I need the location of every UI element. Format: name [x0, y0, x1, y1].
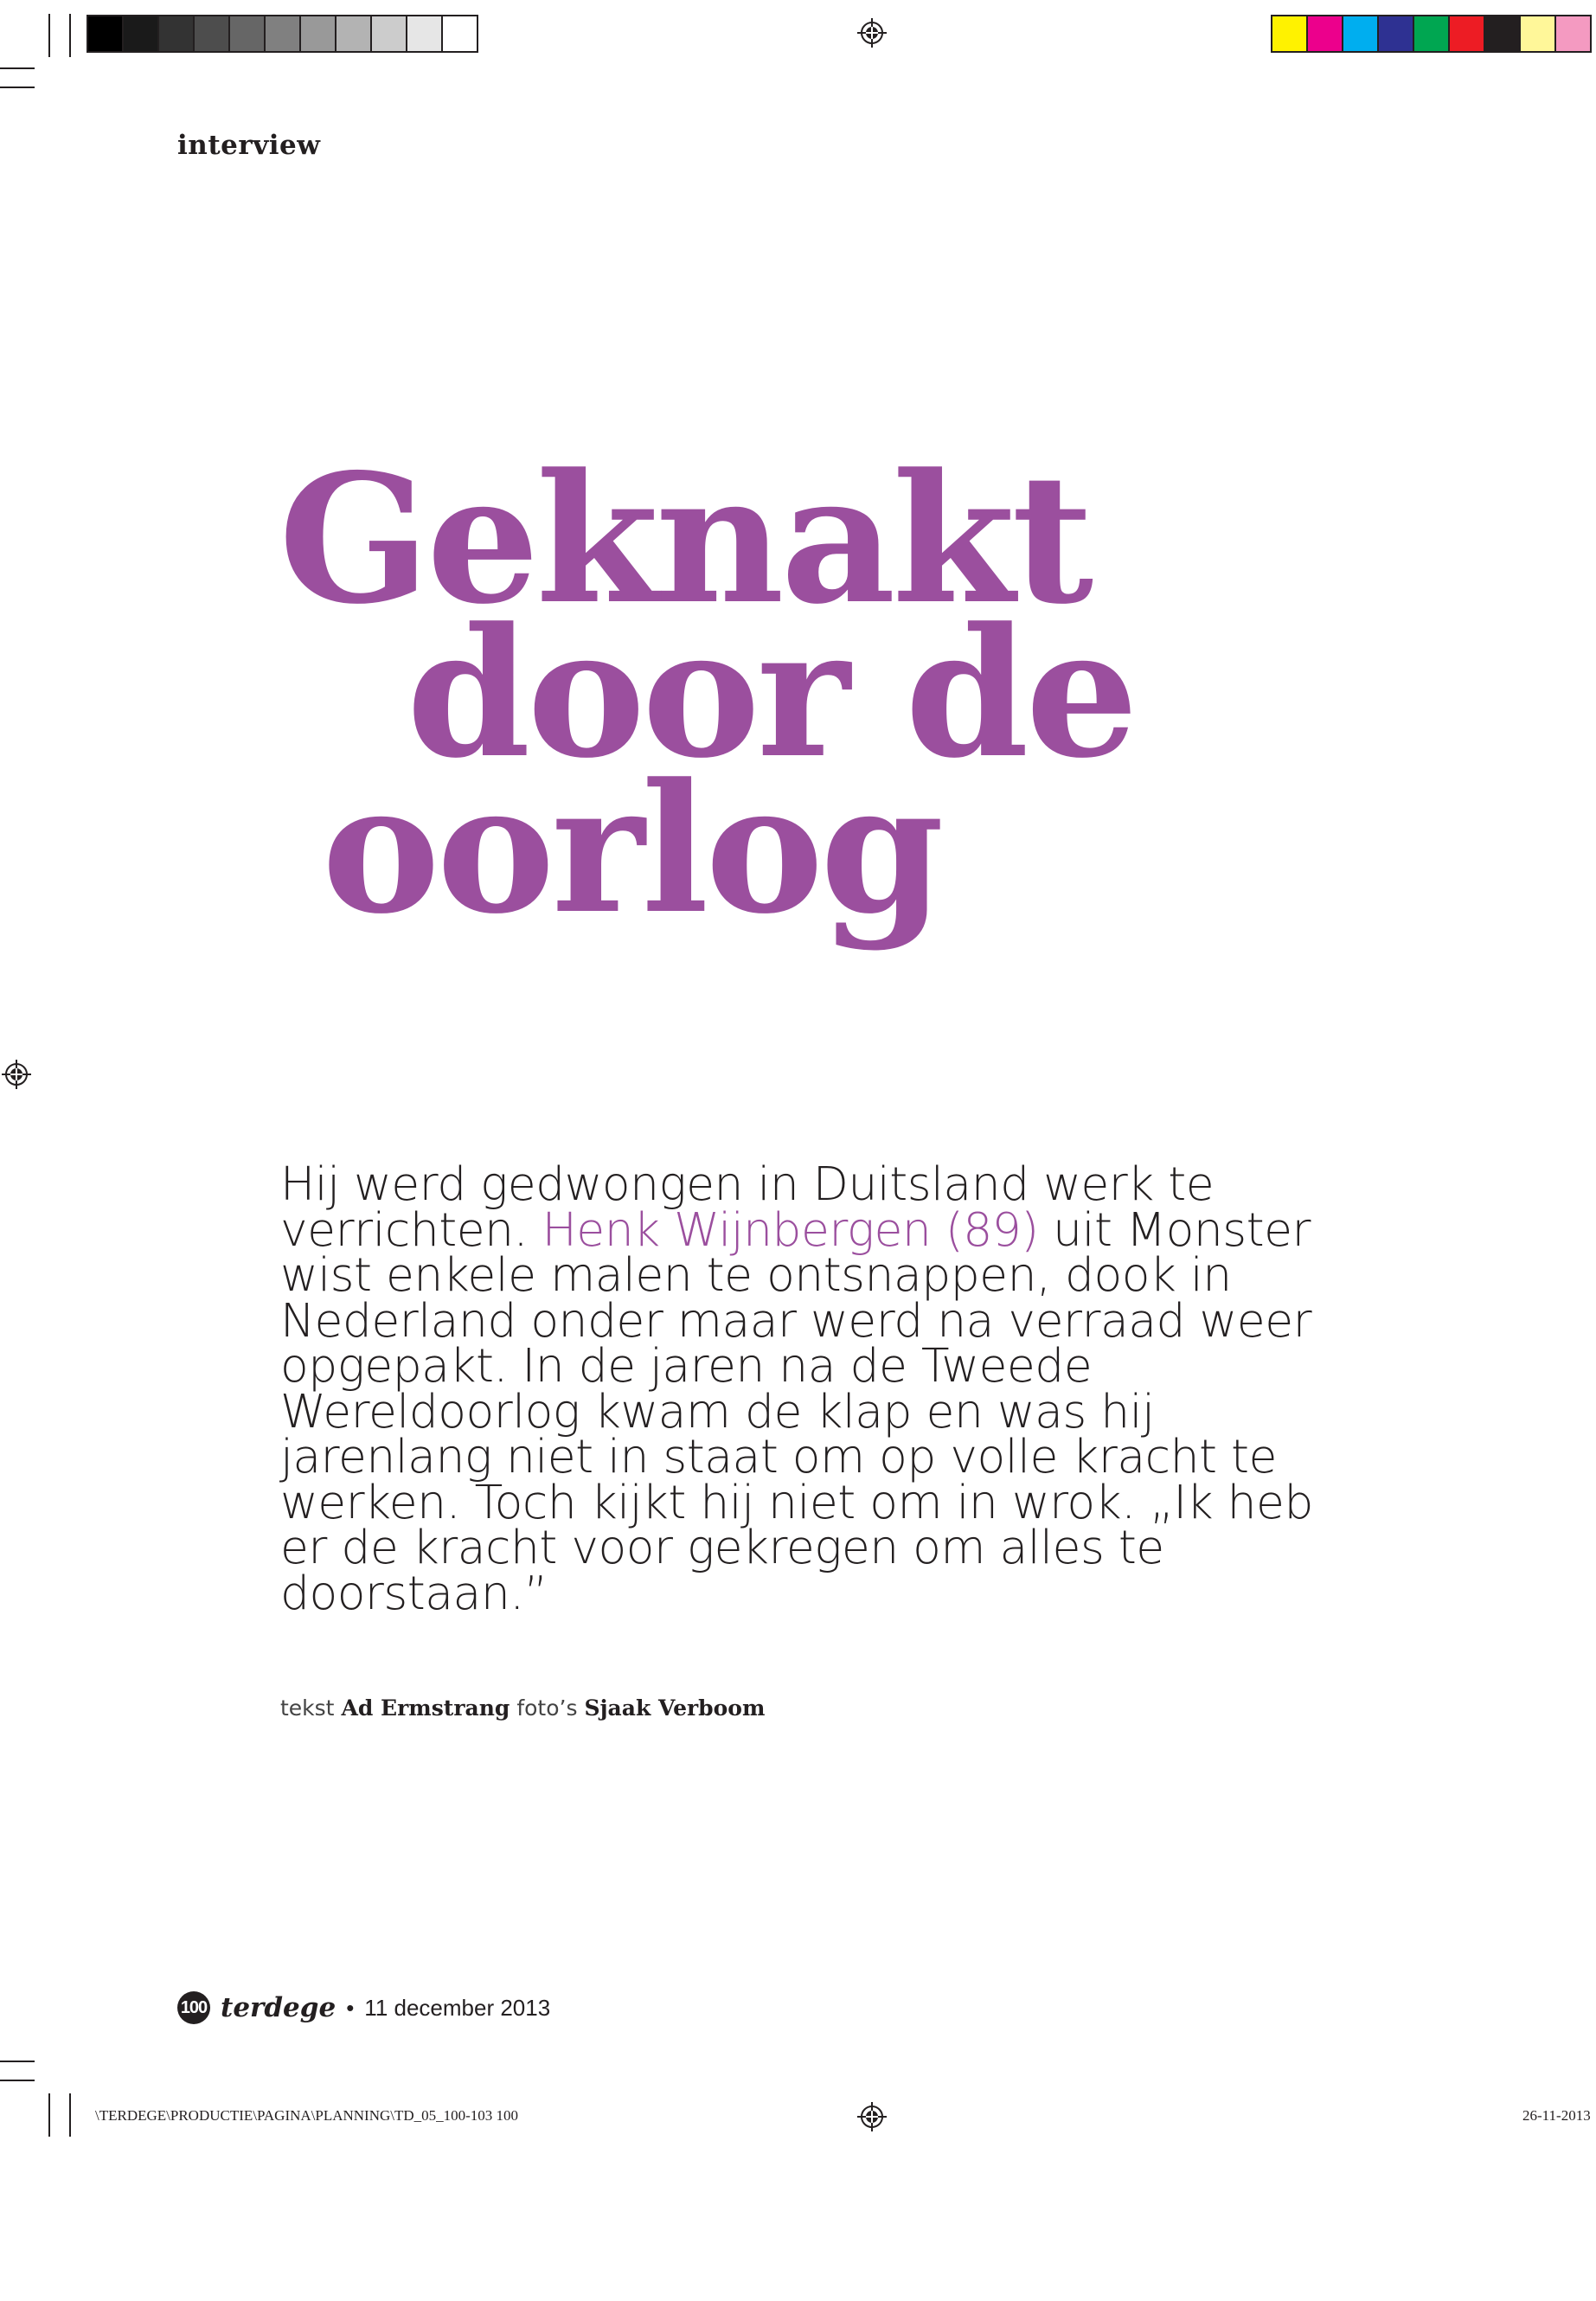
color-swatch: [1556, 16, 1590, 51]
gray-swatch: [230, 16, 266, 51]
registration-mark-icon: [857, 18, 887, 48]
print-slug-path: \TERDEGE\PRODUCTIE\PAGINA\PLANNING\TD_05_100-103 100: [95, 2107, 519, 2124]
byline-photographer: Sjaak Verboom: [584, 1695, 766, 1721]
headline-line-1: Geknakt: [279, 436, 1091, 644]
color-swatch: [1521, 16, 1556, 51]
registration-mark-icon: [2, 1060, 31, 1089]
intro-text: Hij werd gedwongen in Duitsland werk te verrichten.: [280, 1157, 1215, 1257]
magazine-logo: terdege: [221, 1992, 337, 2023]
section-label: interview: [177, 130, 321, 161]
page-number: 100: [177, 1991, 210, 2024]
crop-mark: [0, 2080, 35, 2081]
color-swatch: [1414, 16, 1450, 51]
color-swatch: [1343, 16, 1379, 51]
crop-mark: [69, 14, 71, 57]
grayscale-calibration-bar: [87, 15, 478, 53]
color-swatch: [1272, 16, 1308, 51]
color-swatch: [1308, 16, 1343, 51]
byline-photo-label: foto’s: [516, 1695, 578, 1721]
gray-swatch: [195, 16, 230, 51]
color-swatch: [1485, 16, 1521, 51]
headline-line-2: door de: [407, 590, 1135, 798]
print-slug-date: 26-11-2013: [1522, 2107, 1591, 2124]
byline: [280, 1695, 765, 1721]
crop-mark: [69, 2093, 71, 2137]
gray-swatch: [337, 16, 372, 51]
byline-text-label: tekst: [280, 1695, 335, 1721]
color-calibration-bar: [1271, 15, 1592, 53]
registration-mark-icon: [857, 2102, 887, 2131]
footer-separator: •: [346, 1994, 355, 2021]
crop-mark: [48, 14, 50, 57]
gray-swatch: [159, 16, 195, 51]
gray-swatch: [372, 16, 407, 51]
intro-highlight-name: Henk Wijnbergen (89): [542, 1202, 1039, 1257]
issue-date: 11 december 2013: [364, 1994, 551, 2021]
intro-text: uit Monster wist enkele malen te ontsnappen, dook in Nederland onder maar werd na verraad weer opgepakt. In de jaren na de Tweede Wereldoorlog kwam de klap en was hij jarenlang niet in staat om op volle kracht te werken. Toch kijkt hij niet om in wrok. „Ik heb er de kracht voor gekregen om alles te doorstaan.”: [280, 1202, 1313, 1620]
gray-swatch: [266, 16, 301, 51]
crop-mark: [0, 2061, 35, 2062]
page-footer: [177, 1991, 550, 2024]
gray-swatch: [88, 16, 124, 51]
color-swatch: [1379, 16, 1414, 51]
gray-swatch: [407, 16, 443, 51]
intro-paragraph: [280, 1157, 1318, 1620]
color-swatch: [1450, 16, 1485, 51]
crop-mark: [48, 2093, 50, 2137]
crop-mark: [0, 87, 35, 88]
byline-author: Ad Ermstrang: [341, 1695, 510, 1721]
gray-swatch: [124, 16, 159, 51]
crop-mark: [0, 67, 35, 69]
headline-line-3: oorlog: [322, 746, 941, 953]
gray-swatch: [443, 16, 477, 51]
gray-swatch: [301, 16, 337, 51]
